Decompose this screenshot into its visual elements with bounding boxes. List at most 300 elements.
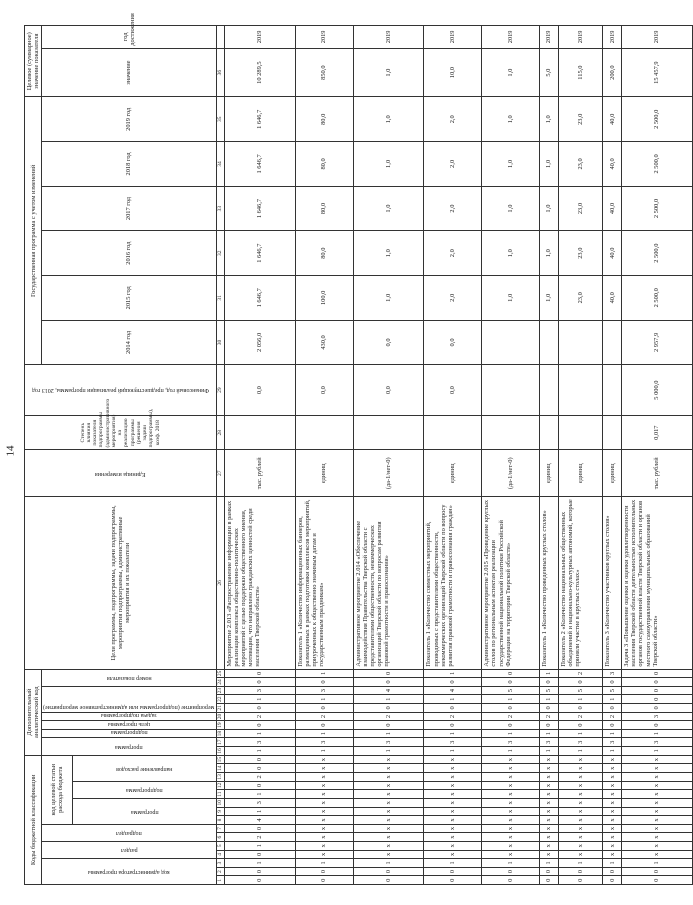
row-year-value: 1 646,7 [224,276,295,321]
row-year-value: 40,0 [603,231,622,276]
code-cell: 0 [482,876,540,885]
code-cell: 1 [353,729,424,738]
code-cell: x [353,807,424,816]
header-degree: Степень влияния показателя подпрограммы (административного мероприятия) на реализацию программы (решения задачи подпрограммы), коэф. 2018 [25,415,217,449]
code-cell: 0 [224,850,295,859]
row-year-value: 40,0 [603,276,622,321]
code-cell: 0 [622,704,693,713]
column-number: 9 [216,807,224,816]
code-cell: 0 [603,721,622,730]
row-year-value: 80,0 [295,142,353,187]
code-cell: x [353,798,424,807]
row-target-value: 1,0 [353,48,424,97]
row-degree [558,415,603,449]
row-year-value: 40,0 [603,186,622,231]
code-cell: 0 [622,721,693,730]
code-cell: x [353,764,424,773]
code-cell: 3 [424,738,482,747]
code-cell: x [622,850,693,859]
row-year-value [482,320,540,365]
code-cell: 0 [482,704,540,713]
code-cell: x [424,841,482,850]
column-number: 1 [216,876,224,885]
code-cell: x [295,841,353,850]
code-cell: x [558,773,603,782]
code-cell: x [353,850,424,859]
column-number: 2 [216,867,224,876]
code-cell: 3 [224,798,295,807]
column-number: 24 [217,679,224,685]
column-number-row [216,26,224,885]
code-cell: 0 [224,824,295,833]
code-cell: x [295,790,353,799]
code-cell: x [424,824,482,833]
row-year-value: 100,0 [295,276,353,321]
row-year-value: 2 500,0 [622,276,693,321]
row-year-value: 40,0 [603,142,622,187]
row-year-value: 80,0 [295,231,353,276]
code-cell: x [558,781,603,790]
column-number: 6 [216,833,224,842]
row-degree [295,415,353,449]
column-number: 30 [216,320,224,365]
code-cell: 0 [603,704,622,713]
code-cell: x [558,807,603,816]
code-cell: 3 [295,686,353,695]
code-cell: x [353,755,424,764]
code-cell: 0 [295,704,353,713]
code-cell: 1 [603,747,622,756]
row-name: Показатель 1 «Количество совместных мероприятий, проводимых с представителями общественности, некоммерческих организаций Тверской области по вопросу развития правовой грамотности и правосознания граждан» [424,497,482,669]
row-year-value: 1,0 [482,142,540,187]
code-cell: x [622,807,693,816]
code-cell: 0 [224,704,295,713]
code-cell: 0 [540,876,559,885]
row-name: Показатель 1 «Количество информационных баннеров, размещенных в рамках подготовки комплексов мероприятий, приуроченных к общественно значимым датам и государственным праздникам» [295,497,353,669]
code-cell: x [295,816,353,825]
code-cell: x [295,755,353,764]
code-cell: x [558,816,603,825]
row-target-year: 2019 [558,26,603,49]
row-year-value: 23,0 [558,186,603,231]
code-cell: x [540,833,559,842]
row-unit: тыс. рублей [622,450,693,497]
row-year-value: 23,0 [558,276,603,321]
code-cell: 0 [622,867,693,876]
code-cell: x [603,764,622,773]
row-unit: (да-1/нет-0) [482,450,540,497]
code-cell: x [295,773,353,782]
code-cell: 0 [224,781,295,790]
code-cell: 5 [540,686,559,695]
header-budget-classification: Коды бюджетной классификации [25,755,42,884]
code-cell: x [540,807,559,816]
code-cell: 1 [603,859,622,868]
header-d-goal: цель программы [42,721,216,730]
code-cell: 0 [540,704,559,713]
row-year-value: 2 500,0 [622,142,693,187]
code-cell: 2 [295,712,353,721]
code-cell: 2 [353,712,424,721]
code-cell: 0 [224,678,295,687]
code-cell: x [558,798,603,807]
code-cell: 1 [224,841,295,850]
code-cell: 1 [482,859,540,868]
code-cell: x [424,755,482,764]
column-number: 18 [217,730,224,737]
code-cell: 3 [622,712,693,721]
header-d-subprogram: подпрограмма [42,729,216,738]
table-row [224,26,295,885]
code-cell: x [424,833,482,842]
row-year-value: 1,0 [540,97,559,142]
row-unit: единиц [424,450,482,497]
code-cell: x [622,781,693,790]
code-cell: x [622,816,693,825]
code-cell: 0 [558,704,603,713]
code-cell: 0 [353,721,424,730]
code-cell: 4 [224,816,295,825]
row-fin-year: 5 000,0 [622,365,693,416]
code-cell: x [540,773,559,782]
code-cell: 0 [353,678,424,687]
table-row [482,26,540,885]
row-name: Показатель 1 «Количество проведенных круглых столов» [540,497,559,669]
row-degree [482,415,540,449]
code-cell: x [603,773,622,782]
row-target-year: 2019 [482,26,540,49]
row-year-value: 80,0 [295,186,353,231]
code-cell: 5 [603,686,622,695]
row-year-value: 1,0 [482,231,540,276]
code-cell: 1 [424,747,482,756]
code-cell: x [482,790,540,799]
code-cell: x [622,764,693,773]
code-cell: 1 [540,729,559,738]
row-target-year: 2019 [540,26,559,49]
header-2015: 2015 год [42,276,216,321]
column-number: 4 [216,850,224,859]
code-cell: 3 [224,686,295,695]
column-number: 22 [217,696,224,702]
row-name: Мероприятие 2.013 «Распространение информации в рамках реализации комплекса общественно-политических мероприятий с целью поддержки общественного мнения, мотивации, что направлено гражданских ценностей среди населения Тверской области» [224,497,295,669]
code-cell: 2 [224,773,295,782]
row-target-value: 15 457,9 [622,48,693,97]
column-number: 31 [216,276,224,321]
column-number: 3 [216,859,224,868]
table-row [424,26,482,885]
row-year-value: 0,0 [353,320,424,365]
code-cell: x [482,755,540,764]
code-cell: x [353,790,424,799]
code-cell: 0 [295,721,353,730]
row-degree [424,415,482,449]
code-cell: 1 [558,859,603,868]
code-cell: 1 [622,747,693,756]
row-year-value: 1,0 [353,276,424,321]
code-cell: x [558,850,603,859]
code-cell: x [540,755,559,764]
row-year-value: 23,0 [558,97,603,142]
code-cell: 1 [622,859,693,868]
code-cell: x [603,816,622,825]
row-target-value: 10 289,5 [224,48,295,97]
code-cell: 0 [482,867,540,876]
code-cell: x [558,790,603,799]
code-cell: 2 [558,669,603,678]
header-target-value: значение [42,48,216,97]
code-cell: x [622,790,693,799]
code-cell: 1 [353,695,424,704]
code-cell: 1 [558,729,603,738]
column-number: 27 [216,450,224,497]
row-year-value: 1 646,7 [224,231,295,276]
column-number: 12 [217,782,224,789]
code-cell: x [295,850,353,859]
column-number: 11 [217,791,224,797]
code-cell: x [622,833,693,842]
code-cell: x [482,798,540,807]
code-cell: 1 [224,790,295,799]
code-cell: 3 [353,738,424,747]
table-row [295,26,353,885]
header-fin-year: Финансовый год, предшествующий реализации программы, 2013 год [25,365,217,416]
code-cell: 0 [224,669,295,678]
code-cell: 0 [482,669,540,678]
row-year-value: 1,0 [540,276,559,321]
code-cell: x [558,764,603,773]
row-year-value: 1,0 [353,142,424,187]
code-cell: x [424,773,482,782]
code-cell: 0 [558,678,603,687]
row-degree [540,415,559,449]
code-cell: 3 [482,738,540,747]
code-cell: 0 [622,678,693,687]
code-cell: x [353,781,424,790]
row-year-value: 1 646,7 [224,97,295,142]
header-section: раздел [42,841,216,858]
column-number: 16 [217,748,224,754]
code-cell: 0 [424,867,482,876]
row-name: Показатель 2 «Количество национальных общественных объединений и национально-культурных автономий, которые приняли участие в круглых столах» [558,497,603,669]
code-cell: x [482,807,540,816]
row-target-value: 1,0 [482,48,540,97]
code-cell: 0 [622,669,693,678]
column-number: 8 [216,816,224,825]
row-year-value: 1 646,7 [224,186,295,231]
code-cell: 0 [603,867,622,876]
row-unit: тыс. рублей [224,450,295,497]
row-unit: (да-1/нет-0) [353,450,424,497]
code-cell: 3 [603,738,622,747]
code-cell: 0 [353,704,424,713]
code-cell: 5 [482,686,540,695]
code-cell: 1 [353,859,424,868]
code-cell: 0 [295,678,353,687]
code-cell: x [603,781,622,790]
code-cell: 0 [558,876,603,885]
code-cell: 2 [540,712,559,721]
code-cell: 1 [224,729,295,738]
header-target: Целевое (суммарное) значение показателя [25,26,42,97]
row-year-value: 1,0 [353,97,424,142]
code-cell: 1 [603,729,622,738]
code-cell: x [622,824,693,833]
code-cell: 0 [295,876,353,885]
row-year-value: 80,0 [295,97,353,142]
code-cell: 0 [353,867,424,876]
code-cell: 0 [622,876,693,885]
row-target-year: 2019 [224,26,295,49]
row-target-year: 2019 [424,26,482,49]
row-name: Задача 3 «Повышение оценки и оценки удовлетворенности населения Тверской области деятельностью исполнительных органов государственной власти Тверской области и органов местного самоуправления муниципальных образований Тверской области» [622,497,693,669]
column-number: 26 [216,497,224,669]
code-cell: 1 [622,729,693,738]
row-year-value: 430,0 [295,320,353,365]
code-cell: x [482,816,540,825]
row-year-value: 23,0 [558,231,603,276]
row-year-value: 2,0 [424,231,482,276]
code-cell: 2 [424,712,482,721]
code-cell: 2 [224,833,295,842]
code-cell: 1 [353,747,424,756]
code-cell: 1 [558,695,603,704]
code-cell: 1 [482,747,540,756]
code-cell: x [622,841,693,850]
code-cell: x [482,781,540,790]
code-cell: 0 [224,755,295,764]
code-cell: 0 [603,876,622,885]
code-cell: x [540,764,559,773]
code-cell: 0 [424,704,482,713]
header-d-event-no: номер показателя [42,669,216,686]
code-cell: 2 [558,712,603,721]
row-target-value: 5,0 [540,48,559,97]
code-cell: 0 [622,695,693,704]
code-cell: x [540,841,559,850]
code-cell: 1 [224,807,295,816]
row-year-value: 1 646,7 [224,142,295,187]
program-table [24,13,693,885]
table-row [622,26,693,885]
header-2019: 2019 год [42,97,216,142]
header-program: программа [73,798,216,824]
code-cell: x [295,764,353,773]
row-degree: 0,017 [622,415,693,449]
code-cell: 1 [558,747,603,756]
code-cell: x [295,833,353,842]
code-cell: 0 [540,721,559,730]
code-cell: 1 [224,695,295,704]
header-2018: 2018 год [42,142,216,187]
code-cell: 3 [603,669,622,678]
row-fin-year [482,365,540,416]
page-number: 14 [4,445,17,457]
code-cell: x [295,781,353,790]
code-cell: 4 [353,686,424,695]
row-target-value: 200,0 [603,48,622,97]
code-cell: 3 [558,738,603,747]
code-cell: x [603,798,622,807]
code-cell: 1 [224,859,295,868]
code-cell: x [558,841,603,850]
row-fin-year: 0,0 [424,365,482,416]
row-year-value: 2,0 [424,97,482,142]
row-fin-year: 0,0 [224,365,295,416]
code-cell: 2 [482,712,540,721]
row-degree [353,415,424,449]
code-cell: 3 [540,738,559,747]
row-fin-year [540,365,559,416]
code-cell: 1 [295,695,353,704]
code-cell: x [353,841,424,850]
row-target-year: 2019 [295,26,353,49]
rotated-table-wrapper [24,13,661,885]
code-cell: x [540,790,559,799]
column-number: 13 [217,774,224,780]
code-cell: 0 [353,876,424,885]
code-cell: 0 [540,678,559,687]
row-target-value: 850,0 [295,48,353,97]
row-year-value: 2 500,0 [622,97,693,142]
header-d-program: программа [42,738,216,755]
column-number: 7 [216,824,224,833]
row-unit: единиц [603,450,622,497]
row-degree [603,415,622,449]
row-year-value: 1,0 [540,142,559,187]
code-cell: 3 [295,738,353,747]
row-year-value: 2 957,9 [622,320,693,365]
code-cell: 1 [424,859,482,868]
code-cell: 1 [424,695,482,704]
code-cell: 1 [295,669,353,678]
header-target-year: год достижения [42,26,216,49]
row-year-value [558,320,603,365]
code-cell: 1 [603,695,622,704]
code-cell: 1 [295,747,353,756]
code-cell: 1 [224,747,295,756]
column-number: 10 [217,799,224,806]
header-name: Цели программы, подпрограммы, задачи подпрограммы, мероприятия подпрограммы, административные мероприятия и их показатели [25,497,217,669]
code-cell: x [540,798,559,807]
code-cell: x [603,790,622,799]
code-cell: x [424,798,482,807]
header-extra-analytic-code: Дополнительный аналитический код [25,669,42,755]
code-cell: x [603,841,622,850]
row-degree [224,415,295,449]
row-year-value: 23,0 [558,142,603,187]
code-cell: x [622,755,693,764]
code-cell: x [424,781,482,790]
column-number: 34 [216,142,224,187]
row-year-value: 2,0 [424,276,482,321]
column-number: 32 [216,231,224,276]
column-number: 36 [216,48,224,97]
code-cell: x [353,816,424,825]
row-year-value [603,320,622,365]
code-cell: x [622,798,693,807]
code-cell: x [424,790,482,799]
row-year-value: 1,0 [482,186,540,231]
row-fin-year [558,365,603,416]
code-cell: 1 [540,695,559,704]
column-number: 33 [216,186,224,231]
column-number: 20 [217,713,224,720]
column-number: 35 [216,97,224,142]
code-cell: x [540,850,559,859]
code-cell: x [558,824,603,833]
row-target-value: 10,0 [424,48,482,97]
